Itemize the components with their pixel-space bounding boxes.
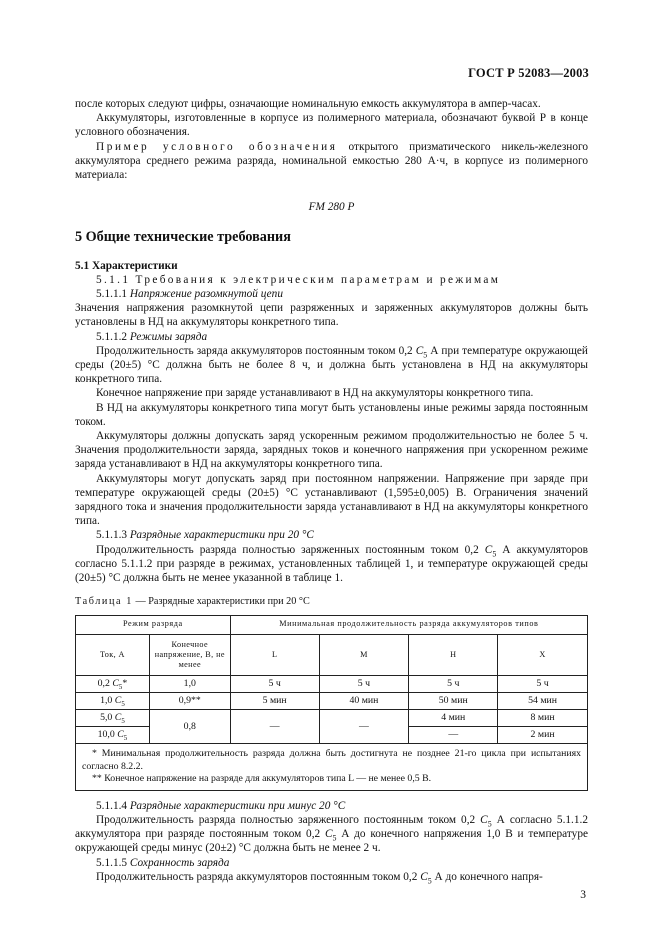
table-cell — [76, 727, 150, 744]
document-id: ГОСТ Р 52083—2003 — [468, 66, 589, 80]
capacity-subscript: 5 — [427, 876, 432, 886]
paragraph: Аккумуляторы, изготовленные в корпусе из полимерного материала, обозначают буквой Р в конце условного обозначения. — [75, 112, 588, 139]
table-cell: — — [319, 709, 409, 743]
clause-number: 5.1.1.5 — [96, 856, 130, 869]
table-cell — [76, 675, 150, 692]
clause-heading — [75, 330, 588, 344]
cell-text: 10,0 — [97, 729, 118, 741]
capacity-symbol: C — [117, 729, 124, 741]
capacity-symbol: C — [420, 870, 428, 883]
table-cell: 1,0 — [149, 675, 230, 692]
paragraph: Конечное напряжение при заряде устанавливают в НД на аккумуляторы конкретного типа. — [96, 387, 534, 400]
table-cell: 40 мин — [319, 692, 409, 709]
clause-heading — [75, 799, 588, 813]
table-caption-text: — Разрядные характеристики при 20 °С — [132, 596, 310, 608]
capacity-symbol: C — [114, 694, 122, 706]
clause-heading — [75, 287, 588, 301]
cell-text: 0,2 — [97, 677, 113, 689]
cell-text: * — [122, 677, 128, 689]
paragraph-text: открытого призматического никель-железного аккумулятора среднего режима разряда, номинальной емкостью 280 А·ч, в корпусе из полимерного материала: — [75, 140, 588, 182]
subsection-heading: 5.1 Характеристики — [75, 259, 178, 272]
table-column-header: Конечное напряжение, В, не менее — [149, 634, 230, 675]
clause-title: Напряжение разомкнутой цепи — [129, 288, 283, 301]
capacity-subscript: 5 — [121, 700, 125, 708]
table-notes — [76, 744, 588, 791]
example-designation: FM 280 P — [308, 201, 355, 214]
table-cell: 54 мин — [498, 692, 588, 709]
page-number: 3 — [580, 889, 586, 901]
capacity-symbol: C — [112, 677, 119, 689]
table-cell: 8 мин — [498, 709, 588, 726]
table-cell: 5 ч — [498, 675, 588, 692]
table-row — [76, 675, 588, 692]
clause-number: 5.1.1.1 — [96, 288, 130, 301]
table-cell: 5 ч — [409, 675, 498, 692]
table-row — [76, 692, 588, 709]
table-footnote: * Минимальная продолжительность разряда должна быть достигнута не позднее 21-го цикла при испытаниях согласно 8.2.2. — [82, 748, 581, 772]
clause-title: Разрядные характеристики при 20 °С — [129, 529, 314, 542]
table-cell — [76, 692, 150, 709]
table-cell: 50 мин — [409, 692, 498, 709]
paragraph: В НД на аккумуляторы конкретного типа могут быть установлены иные режимы заряда постоянным током. — [75, 401, 588, 428]
paragraph-text: А согласно 5.1.1.2 аккумулятора при разряде постоянным током 0,2 — [75, 814, 588, 841]
subsection-heading — [75, 273, 588, 287]
table-notes-row — [76, 744, 588, 791]
clause-title: Разрядные характеристики при минус 20 °С — [129, 799, 346, 812]
clause-heading — [75, 856, 588, 870]
example-intro — [75, 140, 588, 183]
paragraph: после которых следуют цифры, означающие номинальную емкость аккумулятора в ампер-часах. — [75, 98, 541, 110]
section-heading: 5 Общие технические требования — [75, 229, 291, 246]
table-column-header: L — [230, 634, 319, 675]
paragraph-text: Продолжительность заряда аккумуляторов постоянным током 0,2 — [96, 344, 416, 357]
table-cell: 2 мин — [498, 727, 588, 744]
table-column-header: H — [409, 634, 498, 675]
capacity-symbol: C — [480, 814, 488, 827]
table-cell — [76, 709, 150, 726]
capacity-subscript: 5 — [123, 735, 128, 743]
page-content — [75, 97, 588, 884]
table-cell: 5 ч — [230, 675, 319, 692]
paragraph: Аккумуляторы могут допускать заряд при постоянном напряжении. Напряжение при заряде при температуре окружающей среды (20±5) °С устанавливают (1,595±0,005) В. Ограничения значений зарядного тока и значения продолжительности заряда устанавливают в НД на аккумуляторы конкретного типа. — [75, 472, 588, 528]
table-footnote: ** Конечное напряжение на разряде для аккумуляторов типа L — не менее 0,5 В. — [92, 773, 432, 785]
capacity-subscript: 5 — [121, 717, 125, 725]
capacity-subscript: 5 — [492, 548, 497, 558]
table-caption — [75, 595, 588, 609]
table-cell: 0,9** — [149, 692, 230, 709]
clause-number: 5.1.1.3 — [96, 529, 130, 542]
capacity-subscript: 5 — [332, 833, 337, 843]
paragraph-text: А при температуре окружающей среды (20±5) °С должна быть не более 8 ч, и должна быть установлена в НД на аккумуляторы конкретного типа. — [75, 344, 588, 386]
spaced-text: 5.1.1 Требования к электрическим параметрам и режимам — [96, 273, 501, 286]
paragraph-text: А до конечного напря- — [431, 870, 543, 883]
table-row — [76, 709, 588, 726]
clause-number: 5.1.1.4 — [96, 799, 130, 812]
paragraph-text: А аккумуляторов согласно 5.1.1.2 при разряде в режимах, установленных таблицей 1, и температуре окружающей среды (20±5) °С должна быть не менее указанной в таблице 1. — [75, 543, 589, 585]
paragraph: Значения напряжения разомкнутой цепи разряженных и заряженных аккумуляторов должны быть установлены в НД на аккумуляторы конкретного типа. — [75, 302, 588, 329]
table-caption-label: Таблица 1 — [75, 596, 133, 608]
capacity-subscript: 5 — [487, 819, 492, 829]
table-group-header: Минимальная продолжительность разряда аккумуляторов типов — [230, 615, 587, 634]
cell-text: 5,0 — [100, 711, 115, 723]
paragraph — [75, 344, 588, 387]
cell-text: 1,0 — [100, 694, 115, 706]
table-cell: 5 мин — [230, 692, 319, 709]
clause-number: 5.1.1.2 — [96, 330, 130, 343]
table-cell: 0,8 — [149, 709, 230, 743]
discharge-table — [75, 615, 588, 791]
paragraph: Аккумуляторы должны допускать заряд ускоренным режимом продолжительностью не более 5 ч. Значения продолжительности заряда, зарядных токов и конечного напряжения при ускоренном режиме заряда устанавливают в НД на аккумуляторы конкретного типа. — [75, 430, 588, 471]
paragraph — [75, 543, 588, 586]
table-cell: — — [230, 709, 319, 743]
clause-heading — [75, 528, 588, 542]
paragraph-text: А до конечного напряжения 1,0 В и температуре окружающей среды минус (20±2) °С должна быть не менее 2 ч. — [75, 828, 588, 855]
capacity-symbol: C — [114, 711, 122, 723]
table-cell: — — [409, 727, 498, 744]
table-column-header: X — [498, 634, 588, 675]
paragraph-text: Продолжительность разряда полностью заряженных постоянным током 0,2 — [96, 543, 485, 556]
capacity-symbol: C — [484, 543, 493, 556]
table-column-header: Ток, А — [76, 634, 150, 675]
capacity-symbol: C — [324, 828, 333, 841]
capacity-subscript: 5 — [118, 683, 123, 691]
table-cell: 4 мин — [409, 709, 498, 726]
paragraph-text: Продолжительность разряда аккумуляторов постоянным током 0,2 — [96, 870, 421, 883]
capacity-symbol: C — [415, 344, 424, 357]
paragraph — [75, 870, 588, 884]
table-column-header: M — [319, 634, 409, 675]
clause-title: Сохранность заряда — [129, 856, 230, 869]
paragraph-text: Продолжительность разряда полностью заряженного постоянным током 0,2 — [96, 814, 481, 827]
capacity-subscript: 5 — [423, 350, 428, 360]
table-cell: 5 ч — [319, 675, 409, 692]
table-group-header: Режим разряда — [76, 615, 231, 634]
spaced-text: Пример условного обозначения — [96, 140, 338, 153]
clause-title: Режимы заряда — [129, 330, 208, 343]
paragraph — [75, 813, 588, 856]
